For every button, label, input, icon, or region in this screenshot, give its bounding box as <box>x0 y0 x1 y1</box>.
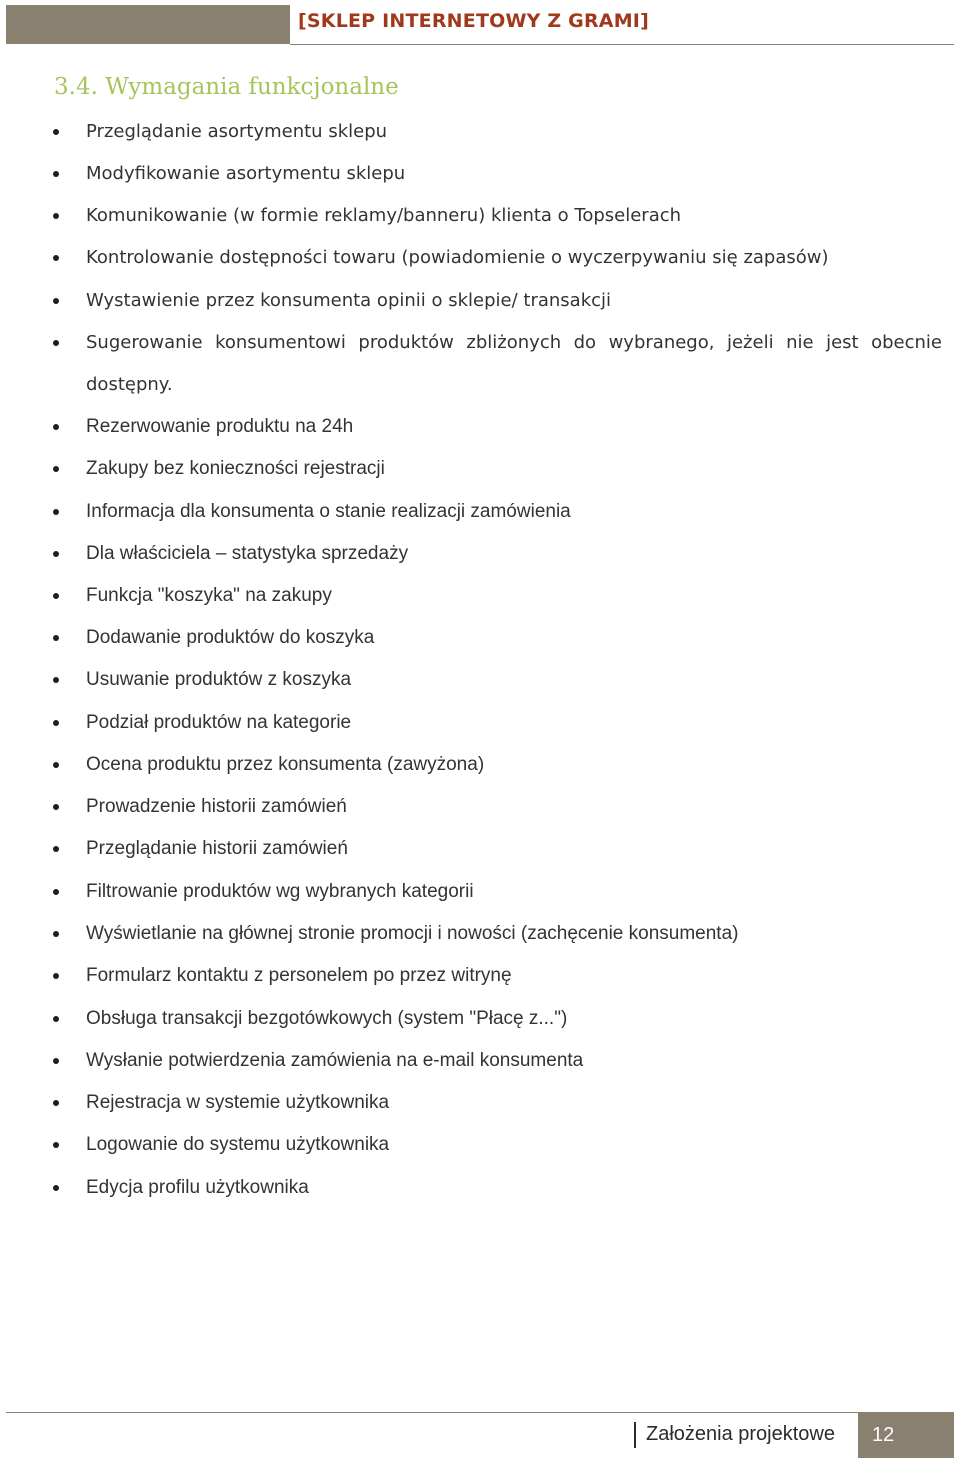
bullet-icon <box>53 1016 59 1022</box>
list-item-text: Funkcja "koszyka" na zakupy <box>86 585 332 606</box>
list-item-text: Prowadzenie historii zamówień <box>86 796 347 817</box>
list-item-text: Wysłanie potwierdzenia zamówienia na e-mail konsumenta <box>86 1050 584 1071</box>
bullet-icon <box>53 804 59 810</box>
bullet-icon <box>53 551 59 557</box>
list-item-text: Rejestracja w systemie użytkownika <box>86 1092 390 1113</box>
list-item-text: Formularz kontaktu z personelem po przez witrynę <box>86 965 512 986</box>
list-item-text: Dodawanie produktów do koszyka <box>86 627 375 648</box>
list-item-text: Usuwanie produktów z koszyka <box>86 669 352 690</box>
bullet-icon <box>53 298 59 304</box>
list-item-text: Przeglądanie historii zamówień <box>86 838 348 859</box>
list-item-text: Edycja profilu użytkownika <box>86 1177 309 1198</box>
bullet-icon <box>53 762 59 768</box>
bullet-icon <box>53 171 59 177</box>
document-header-title: [SKLEP INTERNETOWY Z GRAMI] <box>298 10 649 32</box>
bullet-icon <box>53 973 59 979</box>
list-item-text: Dla właściciela – statystyka sprzedaży <box>86 543 409 564</box>
list-item-text: Obsługa transakcji bezgotówkowych (system "Płacę z...") <box>86 1008 568 1029</box>
bullet-icon <box>53 931 59 937</box>
list-item-text: Informacja dla konsumenta o stanie realizacji zamówienia <box>86 501 571 522</box>
bullet-icon <box>53 635 59 641</box>
bullet-icon <box>53 1142 59 1148</box>
list-item-text-continuation: dostępny. <box>86 374 173 395</box>
list-item-text: Modyfikowanie asortymentu sklepu <box>86 163 406 184</box>
footer-rule <box>6 1412 954 1413</box>
footer-label: Założenia projektowe <box>646 1423 835 1445</box>
list-item-text: Kontrolowanie dostępności towaru (powiadomienie o wyczerpywaniu się zapasów) <box>86 247 829 268</box>
list-item-text: Sugerowanie konsumentowi produktów zbliżonych do wybranego, jeżeli nie jest obecnie <box>86 332 942 353</box>
list-item-text: Przeglądanie asortymentu sklepu <box>86 121 388 142</box>
bullet-icon <box>53 424 59 430</box>
list-item-text: Wyświetlanie na głównej stronie promocji i nowości (zachęcenie konsumenta) <box>86 923 739 944</box>
bullet-icon <box>53 889 59 895</box>
section-heading: 3.4. Wymagania funkcjonalne <box>54 74 399 100</box>
bullet-icon <box>53 677 59 683</box>
bullet-icon <box>53 509 59 515</box>
bullet-icon <box>53 720 59 726</box>
list-item-text: Zakupy bez konieczności rejestracji <box>86 458 385 479</box>
list-item-text: Ocena produktu przez konsumenta (zawyżona) <box>86 754 485 775</box>
list-item-text: Filtrowanie produktów wg wybranych kategorii <box>86 881 474 902</box>
footer-separator <box>634 1422 636 1448</box>
bullet-icon <box>53 340 59 346</box>
bullet-icon <box>53 213 59 219</box>
header-rule <box>290 44 954 45</box>
header-bar <box>6 5 290 44</box>
list-item-text: Wystawienie przez konsumenta opinii o sklepie/ transakcji <box>86 290 612 311</box>
list-item-text: Logowanie do systemu użytkownika <box>86 1134 390 1155</box>
page-number: 12 <box>872 1424 895 1446</box>
bullet-icon <box>53 129 59 135</box>
list-item-text: Rezerwowanie produktu na 24h <box>86 416 354 437</box>
bullet-icon <box>53 1058 59 1064</box>
bullet-icon <box>53 846 59 852</box>
bullet-icon <box>53 593 59 599</box>
list-item-text: Komunikowanie (w formie reklamy/banneru) klienta o Topselerach <box>86 205 682 226</box>
bullet-icon <box>53 1185 59 1191</box>
bullet-icon <box>53 466 59 472</box>
list-item-text: Podział produktów na kategorie <box>86 712 352 733</box>
bullet-icon <box>53 1100 59 1106</box>
bullet-icon <box>53 255 59 261</box>
